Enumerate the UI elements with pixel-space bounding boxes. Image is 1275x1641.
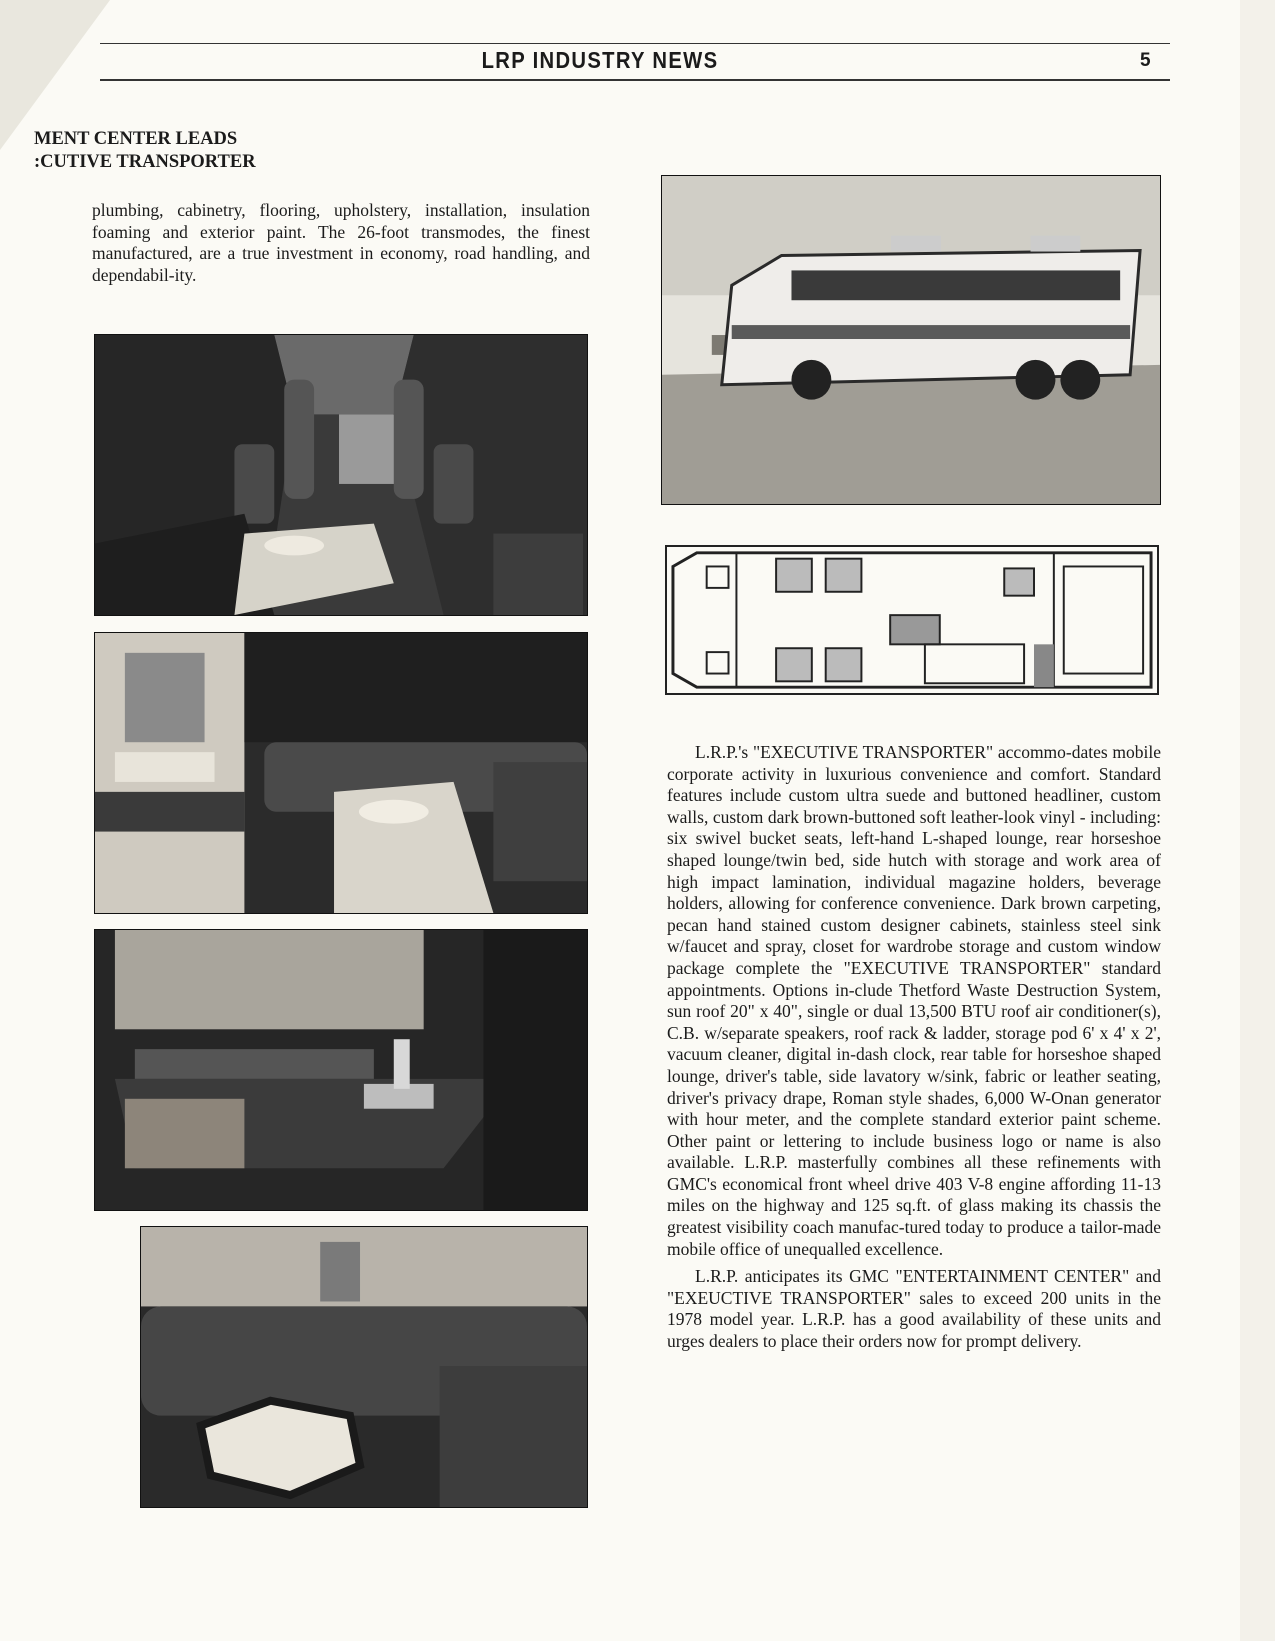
transmode-exterior-illustration [662,176,1160,504]
running-title: LRP INDUSTRY NEWS [481,47,719,73]
interior-photo-aisle [94,334,588,616]
left-column-text [92,200,590,286]
header-top-rule [100,43,1170,44]
article-headline [34,128,294,174]
right-paragraph-1: L.R.P.'s "EXECUTIVE TRANSPORTER" accommo-dates mobile corporate activity in luxurious convenience and comfort. Standard features include custom ultra suede and buttoned headliner, custom walls, custom dark brown-buttoned soft leather-look vinyl - including: six swivel bucket seats, left-hand L-shaped lounge, rear horseshoe shaped lounge/twin bed, side hutch with storage and work area of high impact lamination, individual magazine holders, beverage holders, allowing for conference convenience. Dark brown carpeting, pecan hand stained custom designer cabinets, stainless steel sink w/faucet and spray, closet for wardrobe storage and custom window package complete the "EXECUTIVE TRANSPORTER" standard appointments. Options in-clude Thetford Waste Destruction System, sun roof 20" x 40", single or dual 13,500 BTU roof air conditioner(s), C.B. w/separate speakers, roof rack & ladder, storage pod 6' x 4' x 2', vacuum cleaner, digital in-dash clock, rear table for horseshoe shaped lounge, driver's table, side lavatory w/sink, fabric or leather seating, driver's privacy drape, Roman style shades, 6,000 W-Onan generator with hour meter, and the complete standard exterior paint scheme. Other paint or lettering to include business logo or name is also available. L.R.P. masterfully combines all these refinements with GMC's economical front wheel drive 403 V-8 engine affording 11-13 miles on the highway and 125 sq.ft. of glass making its chassis the greatest visibility coach manufac-tured today to produce a tailor-made mobile office of unequalled excellence. [667,742,1161,1259]
interior-photo-lounge [94,632,588,914]
page-number: 5 [1140,50,1151,71]
header-bottom-rule [100,79,1170,81]
headline-line-2: :CUTIVE TRANSPORTER [34,152,256,172]
right-paragraph-2: L.R.P. anticipates its GMC "ENTERTAINMENT CENTER" and "EXEUCTIVE TRANSPORTER" sales to exceed 200 units in the 1978 model year. L.R.P. has a good availability of these units and urges dealers to place their orders now for prompt delivery. [667,1266,1161,1352]
right-column-text [667,742,1161,1353]
interior-photo-galley [94,929,588,1211]
rear-lounge-illustration [141,1227,587,1507]
interior-aisle-illustration [95,335,587,615]
interior-photo-rear-lounge [140,1226,588,1508]
exterior-photo-transmode [661,175,1161,505]
interior-lounge-illustration [95,633,587,913]
floor-plan-illustration [667,547,1157,693]
headline-line-1: MENT CENTER LEADS [34,129,238,149]
floor-plan-diagram [665,545,1159,695]
left-paragraph: plumbing, cabinetry, flooring, upholstery, installation, insulation foaming and exterior paint. The 26-foot transmodes, the finest manufactured, are a true investment in economy, road handling, and dependabil-ity. [92,200,590,285]
interior-galley-illustration [95,930,587,1210]
